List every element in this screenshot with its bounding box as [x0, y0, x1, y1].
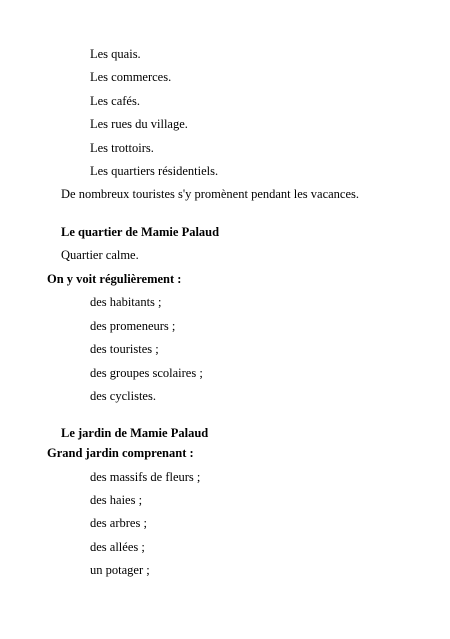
garden-item: des massifs de fleurs ;: [90, 470, 201, 484]
visitor-item: des groupes scolaires ;: [90, 366, 203, 380]
place-item: Les commerces.: [90, 70, 172, 84]
visitor-item: des habitants ;: [90, 295, 162, 309]
garden-item: des allées ;: [90, 540, 145, 554]
visitor-item: des touristes ;: [90, 342, 159, 356]
place-item: Les trottoirs.: [90, 141, 154, 155]
place-item: Les rues du village.: [90, 117, 188, 131]
garden-item: des haies ;: [90, 493, 143, 507]
visitor-item: des cyclistes.: [90, 389, 156, 403]
neighbourhood-heading: Le quartier de Mamie Palaud: [61, 225, 220, 239]
place-item: Les cafés.: [90, 94, 140, 108]
place-item: Les quartiers résidentiels.: [90, 164, 219, 178]
garden-heading: Le jardin de Mamie Palaud: [61, 426, 209, 440]
neighbourhood-subheading: On y voit régulièrement :: [47, 272, 182, 286]
garden-subheading: Grand jardin comprenant :: [47, 446, 194, 460]
garden-item: des arbres ;: [90, 516, 147, 530]
neighbourhood-description: Quartier calme.: [61, 248, 139, 262]
tourists-sentence: De nombreux touristes s'y promènent pendant les vacances.: [61, 187, 359, 201]
visitor-item: des promeneurs ;: [90, 319, 176, 333]
place-item: Les quais.: [90, 47, 141, 61]
garden-item: un potager ;: [90, 563, 150, 577]
